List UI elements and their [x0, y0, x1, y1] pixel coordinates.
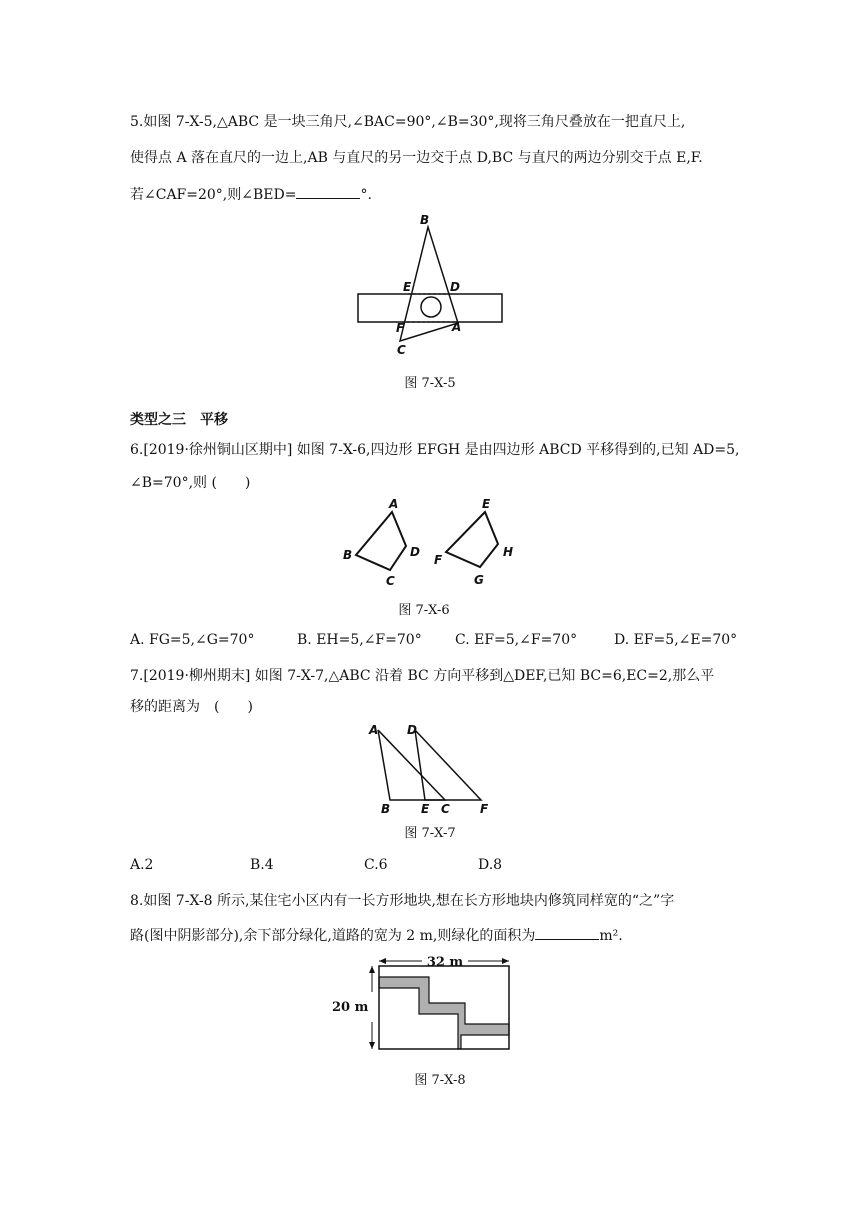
dim-width-arrow-right-icon	[502, 958, 509, 964]
label-C7: C	[441, 802, 450, 816]
figure-7-x-6	[340, 495, 530, 595]
figure-7-x-8	[330, 950, 520, 1060]
q6-line-1: 6.[2019·徐州铜山区期中] 如图 7-X-6,四边形 EFGH 是由四边形 ABCD 平移得到的,已知 AD=5,	[130, 442, 740, 458]
q7-line-1: 7.[2019·柳州期末] 如图 7-X-7,△ABC 沿着 BC 方向平移到△DEF,已知 BC=6,EC=2,那么平	[130, 668, 715, 684]
q8-line-1: 8.如图 7-X-8 所示,某住宅小区内有一长方形地块,想在长方形地块内修筑同样宽的“之”字	[130, 893, 675, 909]
dim-width-label: 32 m	[426, 955, 464, 970]
label-C6: C	[386, 574, 395, 588]
triangle-abc-7	[378, 730, 445, 800]
q6-option-a[interactable]: A. FG=5,∠G=70°	[130, 632, 255, 648]
caption-7-x-6: 图 7-X-6	[398, 603, 450, 618]
q5-line-3	[130, 184, 372, 205]
figure-7-x-5	[350, 205, 520, 365]
caption-7-x-8: 图 7-X-8	[414, 1073, 466, 1088]
label-D: D	[450, 280, 460, 294]
q8-answer-blank[interactable]	[535, 925, 599, 940]
q7-option-d[interactable]: D.8	[478, 857, 503, 873]
zigzag-road	[379, 977, 509, 1049]
figure-7-x-7	[365, 720, 505, 820]
label-H6: H	[503, 545, 514, 559]
label-C: C	[397, 343, 406, 357]
label-B7: B	[381, 802, 391, 816]
q5-answer-blank[interactable]	[296, 184, 360, 199]
label-F: F	[396, 321, 405, 335]
q5-line-3-text: 若∠CAF=20°,则∠BED=	[130, 187, 297, 203]
dim-height-arrow-down-icon	[369, 1042, 375, 1049]
section-title: 类型之三 平移	[130, 412, 228, 428]
dim-width-arrow-left-icon	[379, 958, 386, 964]
quad-efgh	[446, 512, 498, 567]
dim-height-label: 20 m	[332, 1000, 369, 1015]
ruler-rect	[358, 294, 502, 322]
label-A: A	[452, 320, 462, 334]
q7-line-2: 移的距离为 ( )	[130, 699, 253, 715]
label-F7: F	[480, 802, 489, 816]
q6-option-b[interactable]: B. EH=5,∠F=70°	[297, 632, 422, 648]
q5-line-3-end: °.	[360, 187, 372, 203]
dim-height-arrow-up-icon	[369, 966, 375, 973]
label-G6: G	[474, 573, 484, 587]
caption-7-x-5: 图 7-X-5	[404, 376, 456, 391]
q6-option-d[interactable]: D. EF=5,∠E=70°	[614, 632, 738, 648]
q5-line-1: 5.如图 7-X-5,△ABC 是一块三角尺,∠BAC=90°,∠B=30°,现将三角尺叠放在一把直尺上,	[130, 114, 686, 130]
label-A7: A	[369, 723, 379, 737]
q8-line-2-text: 路(图中阴影部分),余下部分绿化,道路的宽为 2 m,则绿化的面积为	[130, 928, 536, 944]
q8-line-2-end: m².	[599, 928, 623, 944]
label-B: B	[420, 213, 430, 227]
label-E6: E	[482, 497, 491, 511]
label-E: E	[403, 280, 412, 294]
q6-line-2: ∠B=70°,则 ( )	[130, 475, 251, 491]
label-B6: B	[343, 548, 353, 562]
caption-7-x-7: 图 7-X-7	[404, 826, 456, 841]
label-D6: D	[410, 545, 420, 559]
label-A6: A	[389, 497, 399, 511]
q5-line-2: 使得点 A 落在直尺的一边上,AB 与直尺的另一边交于点 D,BC 与直尺的两边分别交于点 E,F.	[130, 150, 703, 166]
label-D7: D	[407, 723, 417, 737]
quad-abcd	[356, 512, 406, 570]
q7-option-c[interactable]: C.6	[364, 857, 388, 873]
ruler-hole-circle	[421, 297, 441, 317]
q7-option-a[interactable]: A.2	[130, 857, 154, 873]
label-F6: F	[434, 553, 443, 567]
q6-option-c[interactable]: C. EF=5,∠F=70°	[455, 632, 578, 648]
label-E7: E	[421, 802, 430, 816]
triangle-def-7	[415, 730, 481, 800]
q8-line-2	[130, 925, 623, 946]
q7-option-b[interactable]: B.4	[250, 857, 274, 873]
